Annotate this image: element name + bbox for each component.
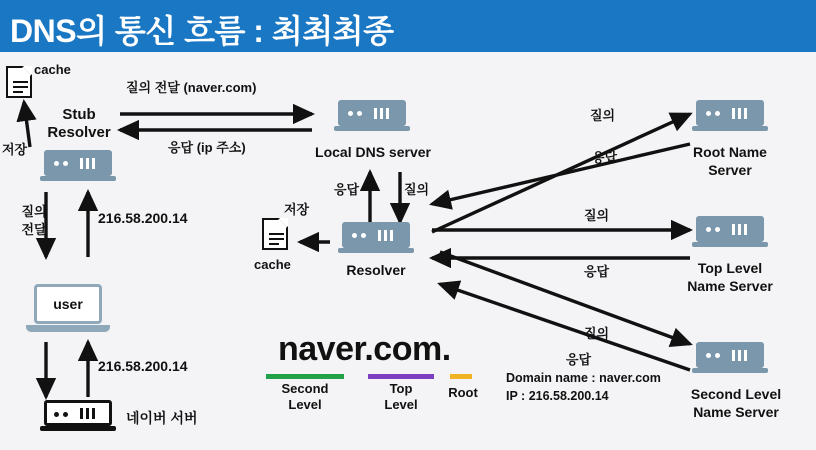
second-level-name-server-label-line2: Name Server — [693, 404, 779, 420]
query-forward-label-line1: 질의 — [21, 204, 47, 219]
domain-info-name: Domain name : naver.com — [506, 371, 661, 385]
save-label-top: 저장 — [2, 142, 28, 157]
page-title: DNS의 통신 흐름 : 최최최종 — [10, 13, 394, 49]
cache-label-top: cache — [34, 62, 71, 77]
query-root-label: 질의 — [590, 108, 616, 123]
query-tld-label: 질의 — [584, 208, 610, 223]
cache-label-mid: cache — [254, 257, 291, 272]
stub-resolver-label-line1: Stub — [62, 106, 96, 123]
query-local-label: 질의 — [404, 182, 430, 197]
stub-resolver-label-line2: Resolver — [47, 124, 111, 141]
resolver-icon — [338, 222, 414, 256]
top-level-name-server-label-line1: Top Level — [697, 260, 763, 276]
root-name-server-label-line1: Root Name — [693, 144, 767, 160]
response-sld-label: 응답 — [566, 352, 592, 367]
save-label-mid: 저장 — [284, 202, 310, 217]
ip-label-lower: 216.58.200.14 — [98, 358, 188, 374]
legend-root: Root — [448, 385, 478, 400]
response-local-label: 응답 — [334, 182, 360, 197]
response-tld-label: 응답 — [584, 264, 610, 279]
second-level-name-server-icon — [692, 342, 768, 376]
query-forward-naver-label: 질의 전달 (naver.com) — [126, 80, 257, 95]
cache-document-icon-mid — [262, 218, 288, 250]
second-level-underline — [266, 374, 344, 379]
cache-document-icon — [6, 66, 32, 98]
local-dns-server-label: Local DNS server — [315, 144, 431, 160]
domain-name-text: naver.com. — [278, 330, 451, 368]
legend-second-level-line2: Level — [288, 397, 322, 412]
resolver-label: Resolver — [346, 262, 406, 278]
naver-server-label: 네이버 서버 — [126, 410, 198, 426]
domain-info-ip: IP : 216.58.200.14 — [506, 389, 609, 403]
response-root-label: 응답 — [592, 150, 618, 165]
stub-resolver-icon — [40, 150, 116, 184]
legend-second-level-line1: Second — [281, 381, 329, 396]
root-name-server-icon — [692, 100, 768, 134]
user-label: user — [53, 296, 83, 312]
local-dns-server-icon — [334, 100, 410, 134]
root-underline — [450, 374, 472, 379]
legend-top-level-line2: Level — [384, 397, 418, 412]
second-level-name-server-label-line1: Second Level — [690, 386, 782, 402]
ip-label-upper: 216.58.200.14 — [98, 210, 188, 226]
legend-top-level-line1: Top — [389, 381, 413, 396]
query-sld-label: 질의 — [584, 326, 610, 341]
top-level-name-server-label-line2: Name Server — [687, 278, 773, 294]
user-laptop-icon — [26, 284, 110, 336]
top-level-underline — [368, 374, 434, 379]
query-forward-label-line2: 전달 — [21, 222, 47, 237]
response-ip-label: 응답 (ip 주소) — [168, 140, 246, 155]
title-bar — [0, 0, 816, 52]
top-level-name-server-icon — [692, 216, 768, 250]
naver-server-icon — [40, 400, 116, 434]
root-name-server-label-line2: Server — [708, 162, 752, 178]
diagram-canvas — [0, 52, 816, 450]
